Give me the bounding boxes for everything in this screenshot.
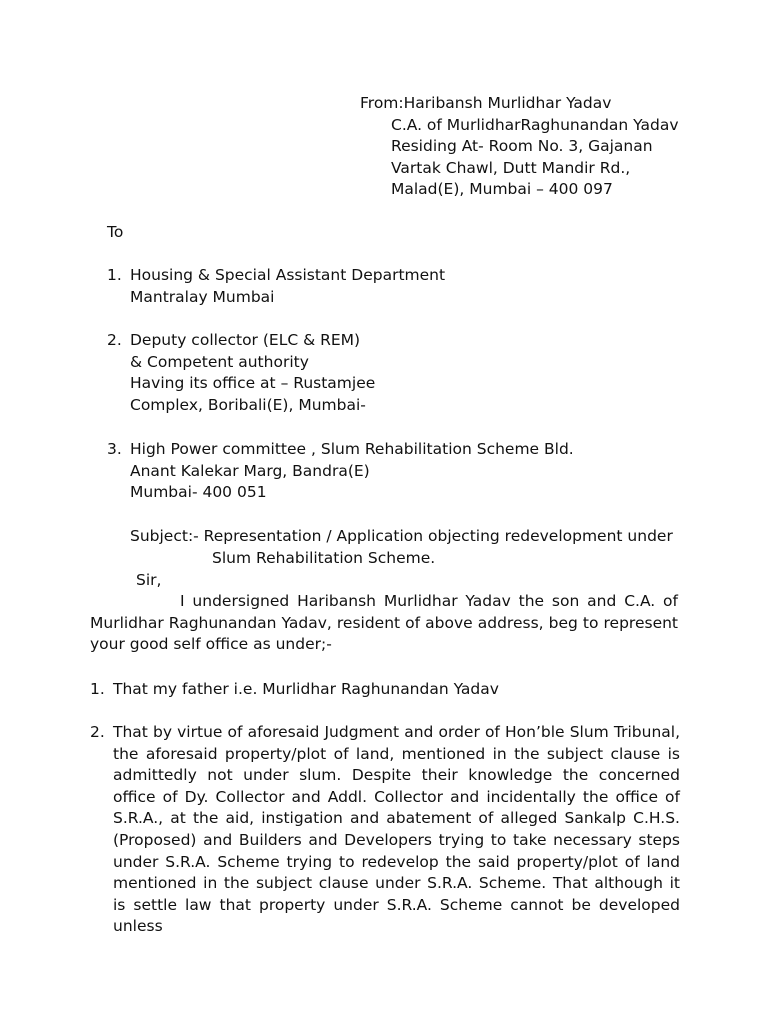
addressee-number: 3. <box>107 440 122 458</box>
sender-name: From:Haribansh Murlidhar Yadav <box>360 94 612 112</box>
point-number: 1. <box>90 680 105 698</box>
addressee-number: 2. <box>107 331 122 349</box>
sender-address-line: Residing At- Room No. 3, Gajanan <box>391 137 653 156</box>
addressee-line: & Competent authority <box>130 352 309 371</box>
subject-line-continued: Slum Rehabilitation Scheme. <box>212 549 436 567</box>
addressee-line: Having its office at – Rustamjee <box>130 374 376 393</box>
sender-relation: C.A. of MurlidharRaghunandan Yadav <box>391 115 679 134</box>
point-number: 2. <box>90 723 105 741</box>
addressee-line: Mumbai- 400 051 <box>130 483 267 502</box>
sender-block <box>360 93 679 201</box>
addressee-line: Housing & Special Assistant Department <box>130 266 446 284</box>
intro-paragraph <box>90 591 678 656</box>
to-label: To <box>107 223 124 241</box>
point-text: That my father i.e. Murlidhar Raghunandan Yadav <box>113 680 499 698</box>
addressee-line: Anant Kalekar Marg, Bandra(E) <box>130 461 370 480</box>
point-text: That by virtue of aforesaid Judgment and order of Hon’ble Slum Tribunal, the aforesaid property/plot of land, mentioned in the subject clause is admittedly not under slum. Despite their knowledge the concerned office of Dy. Collector and Addl. Collector and incidentally the office of S.R.A., at the aid, instigation and abatement of alleged Sankalp C.H.S. (Proposed) and Builders and Developers trying to take necessary steps under S.R.A. Scheme trying to redevelop the said property/plot of land mentioned in the subject clause under S.R.A. Scheme. That although it is settle law that property under S.R.A. Scheme cannot be developed unless <box>113 723 680 936</box>
intro-text: I undersigned Haribansh Murlidhar Yadav the son and C.A. of Murlidhar Raghunandan Yadav, resident of above address, beg to represent your good self office as under;- <box>90 592 678 654</box>
sender-address-line: Malad(E), Mumbai – 400 097 <box>391 180 613 199</box>
sender-address-line: Vartak Chawl, Dutt Mandir Rd., <box>391 158 631 177</box>
addressee-line: Complex, Boribali(E), Mumbai- <box>130 395 366 414</box>
addressee-number: 1. <box>107 266 122 284</box>
subject-line: Subject:- Representation / Application objecting redevelopment under <box>130 527 673 545</box>
addressee-line: High Power committee , Slum Rehabilitation Scheme Bld. <box>130 440 574 458</box>
salutation: Sir, <box>136 571 162 589</box>
addressee-line: Mantralay Mumbai <box>130 287 275 306</box>
addressee-line: Deputy collector (ELC & REM) <box>130 331 361 349</box>
